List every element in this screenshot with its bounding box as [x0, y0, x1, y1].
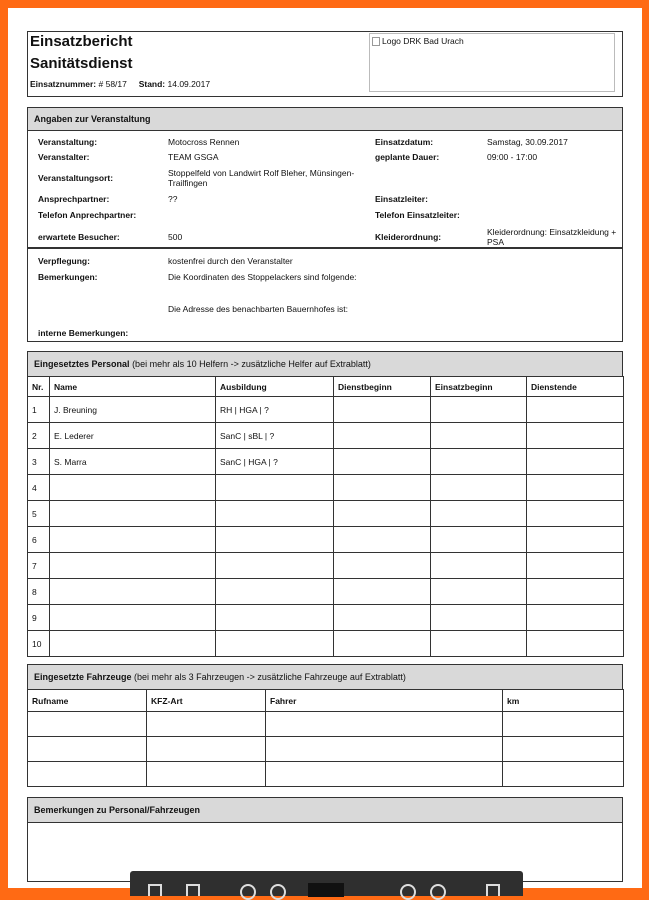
remarks-section-header	[27, 797, 623, 823]
table-row	[28, 737, 624, 762]
table-row	[28, 527, 624, 553]
table-cell	[527, 605, 624, 631]
table-cell: 6	[28, 527, 50, 553]
table-cell	[216, 501, 334, 527]
table-cell	[527, 397, 624, 423]
geplante-dauer-value: 09:00 - 17:00	[487, 152, 538, 162]
stand-label: Stand:	[138, 79, 166, 89]
table-cell	[334, 579, 431, 605]
table-cell	[216, 605, 334, 631]
table-row	[28, 397, 624, 423]
bemerkungen-line2: Die Adresse des benachbarten Bauernhofes ist:	[168, 304, 349, 314]
table-row	[28, 579, 624, 605]
table-cell: RH | HGA | ?	[216, 397, 334, 423]
table-cell	[431, 579, 527, 605]
table-cell	[334, 527, 431, 553]
veranstalter-label: Veranstalter:	[38, 152, 90, 162]
table-cell	[503, 737, 624, 762]
table-cell	[266, 762, 503, 787]
table-row	[28, 605, 624, 631]
table-cell	[431, 605, 527, 631]
table-cell	[527, 579, 624, 605]
ansprechpartner-value: ??	[168, 194, 178, 204]
table-cell	[334, 397, 431, 423]
table-cell	[334, 475, 431, 501]
page-subtitle: Sanitätsdienst	[30, 55, 133, 72]
veranstaltung-value: Motocross Rennen	[168, 137, 240, 147]
next-page-icon[interactable]	[270, 884, 286, 900]
table-cell	[527, 423, 624, 449]
veranstaltung-label: Veranstaltung:	[38, 137, 98, 147]
table-cell	[147, 712, 266, 737]
table-cell: 4	[28, 475, 50, 501]
verpflegung-value: kostenfrei durch den Veranstalter	[168, 256, 293, 266]
vehicles-section-header	[27, 664, 623, 690]
table-cell: 7	[28, 553, 50, 579]
table-cell	[334, 501, 431, 527]
logo-placeholder	[369, 33, 615, 92]
table-cell	[50, 475, 216, 501]
personnel-header-row	[28, 377, 624, 397]
zoom-in-icon[interactable]	[430, 884, 446, 900]
table-cell	[334, 631, 431, 657]
einsatzdatum-label: Einsatzdatum:	[375, 137, 434, 147]
col-fahrer: Fahrer	[266, 690, 503, 712]
einsatzleiter-label: Einsatzleiter:	[375, 194, 428, 204]
table-cell	[527, 527, 624, 553]
col-nr: Nr.	[28, 377, 50, 397]
vehicles-table	[27, 689, 624, 787]
table-row	[28, 423, 624, 449]
col-einsatzbeginn: Einsatzbeginn	[431, 377, 527, 397]
table-cell	[527, 501, 624, 527]
broken-image-icon	[372, 37, 380, 46]
table-cell	[431, 553, 527, 579]
table-cell: 8	[28, 579, 50, 605]
table-cell	[334, 605, 431, 631]
viewer-toolbar	[130, 871, 523, 896]
table-cell	[334, 553, 431, 579]
table-cell	[431, 527, 527, 553]
table-row	[28, 553, 624, 579]
event-section-title: Angaben zur Veranstaltung	[34, 114, 151, 124]
table-cell	[28, 712, 147, 737]
table-cell	[28, 737, 147, 762]
table-cell	[216, 579, 334, 605]
event-section-header	[27, 107, 623, 131]
table-cell: E. Lederer	[50, 423, 216, 449]
table-cell: 5	[28, 501, 50, 527]
vehicles-section-note: (bei mehr als 3 Fahrzeugen -> zusätzliche Fahrzeuge auf Extrablatt)	[134, 672, 406, 682]
table-cell: J. Breuning	[50, 397, 216, 423]
telefon-einsatzleiter-label: Telefon Einsatzleiter:	[375, 210, 460, 220]
table-cell	[503, 762, 624, 787]
vehicles-header-row	[28, 690, 624, 712]
telefon-ansprechpartner-label: Telefon Anprechpartner:	[38, 210, 137, 220]
table-cell	[431, 631, 527, 657]
table-cell	[431, 423, 527, 449]
table-cell	[527, 553, 624, 579]
table-cell: SanC | HGA | ?	[216, 449, 334, 475]
table-row	[28, 762, 624, 787]
table-cell	[334, 423, 431, 449]
table-cell	[50, 527, 216, 553]
page-title: Einsatzbericht	[30, 33, 133, 50]
table-cell	[147, 737, 266, 762]
table-cell	[266, 737, 503, 762]
table-cell	[216, 527, 334, 553]
veranstaltungsort-label: Veranstaltungsort:	[38, 173, 114, 183]
personnel-section-header	[27, 351, 623, 377]
table-cell	[431, 397, 527, 423]
table-row	[28, 475, 624, 501]
veranstalter-value: TEAM GSGA	[168, 152, 219, 162]
report-page	[8, 8, 642, 888]
previous-page-icon[interactable]	[240, 884, 256, 900]
geplante-dauer-label: geplante Dauer:	[375, 152, 440, 162]
table-cell	[50, 579, 216, 605]
table-cell	[50, 553, 216, 579]
table-cell	[266, 712, 503, 737]
erwartete-besucher-label: erwartete Besucher:	[38, 232, 120, 242]
table-cell	[216, 631, 334, 657]
col-rufname: Rufname	[28, 690, 147, 712]
page-icon[interactable]	[148, 884, 162, 896]
table-cell	[334, 449, 431, 475]
einsatznummer-value: # 58/17	[98, 79, 127, 89]
table-cell	[431, 449, 527, 475]
erwartete-besucher-value: 500	[168, 232, 183, 242]
table-cell: 10	[28, 631, 50, 657]
table-row	[28, 712, 624, 737]
table-cell: S. Marra	[50, 449, 216, 475]
table-cell	[431, 475, 527, 501]
table-cell	[503, 712, 624, 737]
table-row	[28, 449, 624, 475]
table-cell	[50, 501, 216, 527]
table-cell	[216, 553, 334, 579]
personnel-section-title: Eingesetztes Personal	[34, 359, 130, 369]
table-cell	[431, 501, 527, 527]
interne-bemerkungen-label: interne Bemerkungen:	[38, 328, 129, 338]
table-cell: 2	[28, 423, 50, 449]
table-cell	[28, 762, 147, 787]
table-cell: 9	[28, 605, 50, 631]
remarks-section-title: Bemerkungen zu Personal/Fahrzeugen	[34, 805, 201, 815]
verpflegung-label: Verpflegung:	[38, 256, 90, 266]
vehicles-section-title: Eingesetzte Fahrzeuge	[34, 672, 132, 682]
col-dienstbeginn: Dienstbeginn	[334, 377, 431, 397]
einsatzdatum-value: Samstag, 30.09.2017	[487, 137, 568, 147]
table-cell	[216, 475, 334, 501]
table-cell	[527, 475, 624, 501]
einsatznummer	[30, 79, 210, 89]
table-row	[28, 631, 624, 657]
table-cell: 1	[28, 397, 50, 423]
table-cell	[50, 631, 216, 657]
col-kfz-art: KFZ-Art	[147, 690, 266, 712]
table-cell	[527, 631, 624, 657]
kleiderordnung-label: Kleiderordnung:	[375, 232, 442, 242]
table-cell	[147, 762, 266, 787]
col-dienstende: Dienstende	[527, 377, 624, 397]
ansprechpartner-label: Ansprechpartner:	[38, 194, 110, 204]
zoom-out-icon[interactable]	[400, 884, 416, 900]
col-name: Name	[50, 377, 216, 397]
kleiderordnung-value: Kleiderordnung: Einsatzkleidung + PSA	[487, 227, 617, 247]
personnel-section-note: (bei mehr als 10 Helfern -> zusätzliche Helfer auf Extrablatt)	[132, 359, 371, 369]
logo-alt-text: Logo DRK Bad Urach	[382, 36, 464, 46]
table-cell	[527, 449, 624, 475]
save-icon[interactable]	[186, 884, 200, 896]
einsatznummer-label: Einsatznummer:	[30, 79, 97, 89]
table-cell: SanC | sBL | ?	[216, 423, 334, 449]
table-row	[28, 501, 624, 527]
veranstaltungsort-value: Stoppelfeld von Landwirt Rolf Bleher, Münsingen-Trailfingen	[168, 168, 355, 188]
col-ausbildung: Ausbildung	[216, 377, 334, 397]
fullscreen-icon[interactable]	[486, 884, 500, 896]
personnel-table	[27, 376, 624, 657]
page-number-field[interactable]	[308, 883, 344, 897]
bemerkungen-line1: Die Koordinaten des Stoppelackers sind folgende:	[168, 272, 357, 282]
table-cell	[50, 605, 216, 631]
table-cell: 3	[28, 449, 50, 475]
bemerkungen-label: Bemerkungen:	[38, 272, 98, 282]
stand-value: 14.09.2017	[167, 79, 211, 89]
col-km: km	[503, 690, 624, 712]
